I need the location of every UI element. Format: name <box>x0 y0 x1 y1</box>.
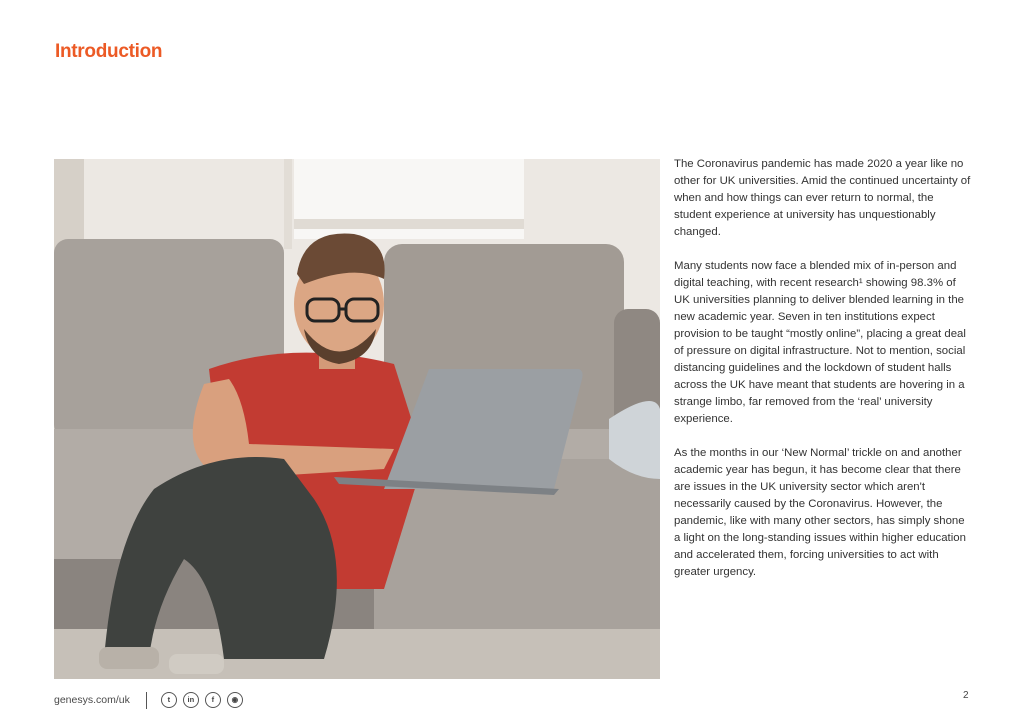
podcast-icon[interactable]: ◉ <box>227 692 243 708</box>
paragraph: Many students now face a blended mix of in-person and digital teaching, with recent research¹ showing 98.3% of UK universities planning to deliver blended learning in the new academic year. Seven in ten institutions expect provision to be taught “mostly online”, placing a great deal of pressure on digital infrastructure. Not to mention, social distancing guidelines and the lockdown of student halls across the UK have meant that students are hovering in a strange limbo, far removed from the ‘real’ university experience. <box>674 260 966 425</box>
footer-divider <box>146 692 147 709</box>
paragraph: As the months in our ‘New Normal’ trickle on and another academic year has begun, it has become clear that there are issues in the UK university sector which aren't necessarily caused by the Coronavirus. However, the pandemic, like with many other sectors, has simply shone a light on the long-standing issues within higher education and accelerated them, forcing universities to act with greater urgency. <box>674 447 966 578</box>
social-links <box>161 692 243 708</box>
footer <box>54 690 243 710</box>
page-number: 2 <box>963 690 969 701</box>
paragraph: The Coronavirus pandemic has made 2020 a year like no other for UK universities. Amid the continued uncertainty of when and how things can ever return to normal, the student experience at university has unquestionably changed. <box>674 158 971 238</box>
body-text <box>674 156 974 598</box>
facebook-icon[interactable]: f <box>205 692 221 708</box>
linkedin-icon[interactable]: in <box>183 692 199 708</box>
hero-photo <box>54 159 660 679</box>
twitter-icon[interactable]: t <box>161 692 177 708</box>
website-link[interactable]: genesys.com/uk <box>54 694 130 706</box>
page-title: Introduction <box>55 41 163 62</box>
